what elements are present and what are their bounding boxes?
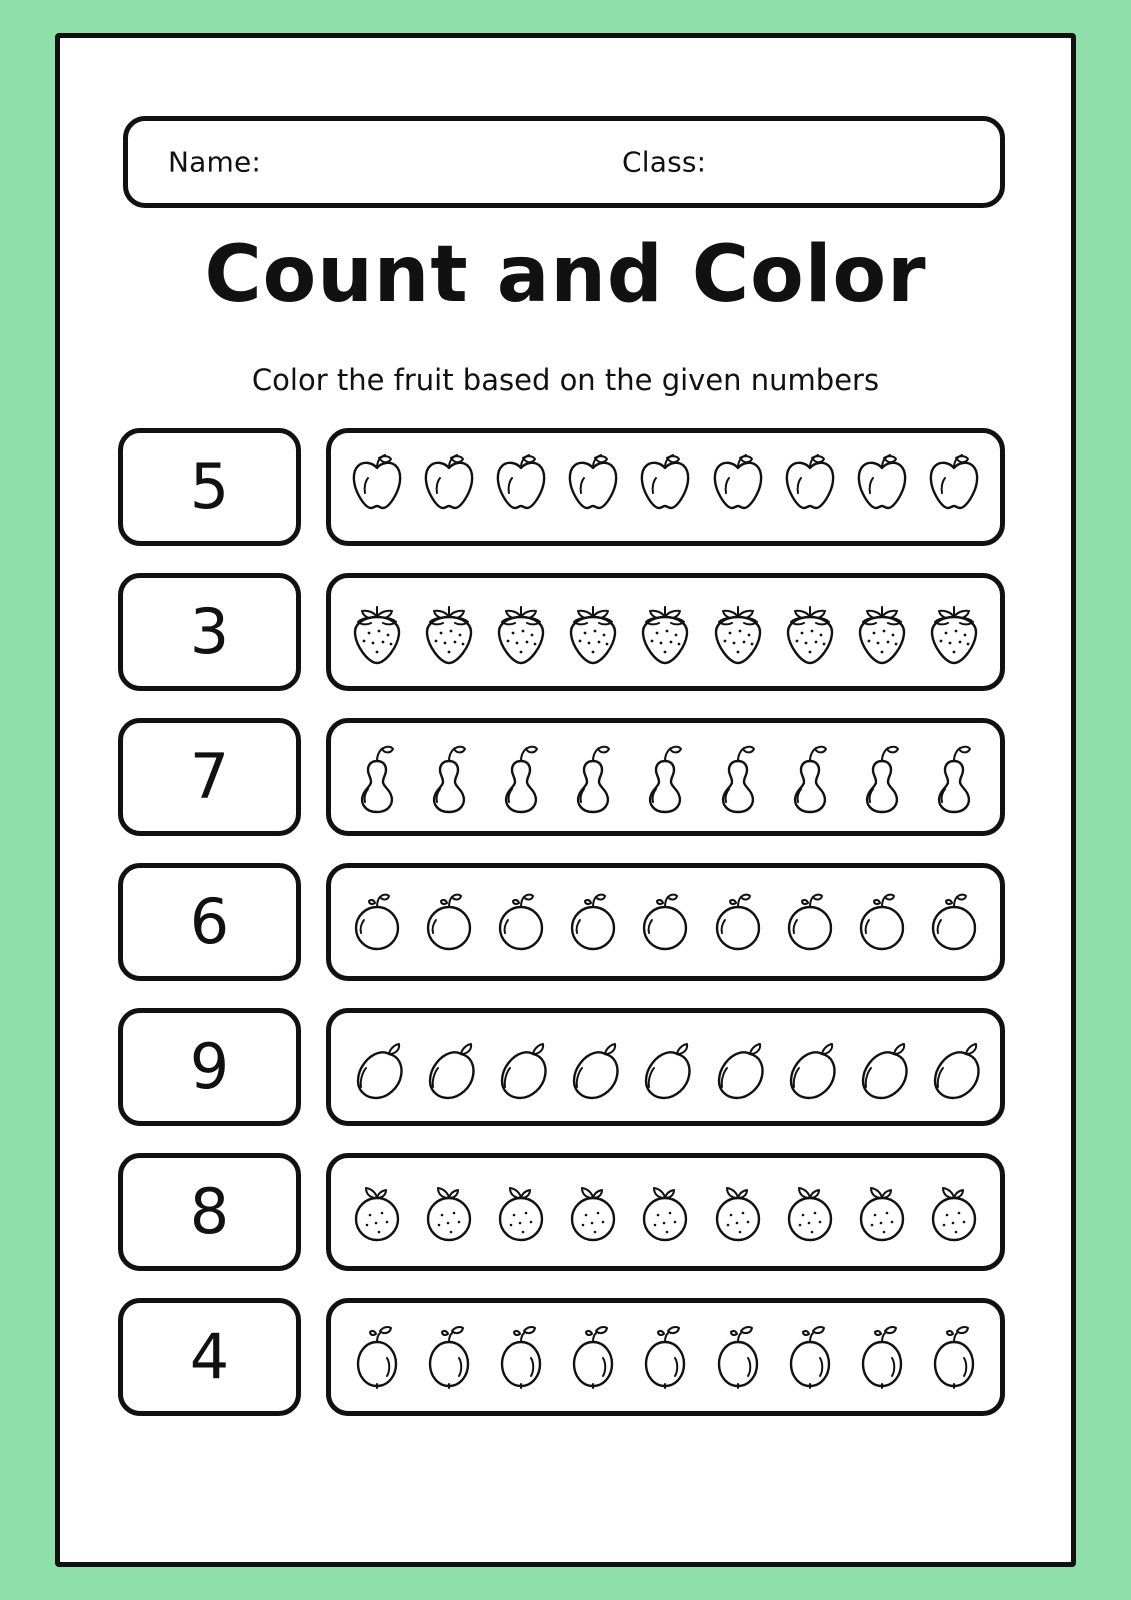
exercise-row — [60, 863, 1071, 981]
lemon-icon[interactable] — [418, 1318, 480, 1396]
strawberry-icon[interactable] — [634, 595, 696, 669]
apple-icon[interactable] — [923, 450, 985, 524]
apple-icon[interactable] — [562, 450, 624, 524]
pear-icon[interactable] — [490, 737, 552, 817]
pear-icon[interactable] — [707, 737, 769, 817]
fruit-row-mango[interactable] — [326, 1008, 1005, 1126]
lemon-icon[interactable] — [923, 1318, 985, 1396]
orange-icon[interactable] — [707, 1175, 769, 1249]
strawberry-icon[interactable] — [707, 595, 769, 669]
strawberry-icon[interactable] — [418, 595, 480, 669]
fruit-row-pear[interactable] — [326, 718, 1005, 836]
pear-icon[interactable] — [562, 737, 624, 817]
orange-icon[interactable] — [490, 1175, 552, 1249]
lemon-icon[interactable] — [634, 1318, 696, 1396]
pear-icon[interactable] — [346, 737, 408, 817]
pear-icon[interactable] — [634, 737, 696, 817]
fruit-row-strawberry[interactable] — [326, 573, 1005, 691]
strawberry-icon[interactable] — [562, 595, 624, 669]
plum-icon[interactable] — [779, 886, 841, 958]
strawberry-icon[interactable] — [779, 595, 841, 669]
apple-icon[interactable] — [707, 450, 769, 524]
exercise-row — [60, 718, 1071, 836]
orange-icon[interactable] — [562, 1175, 624, 1249]
exercise-row — [60, 573, 1071, 691]
plum-icon[interactable] — [707, 886, 769, 958]
exercise-row — [60, 428, 1071, 546]
name-label: Name: — [168, 145, 262, 179]
plum-icon[interactable] — [851, 886, 913, 958]
mango-icon[interactable] — [488, 1030, 554, 1104]
pear-icon[interactable] — [923, 737, 985, 817]
mango-icon[interactable] — [416, 1030, 482, 1104]
number-value: 6 — [189, 885, 230, 958]
lemon-icon[interactable] — [346, 1318, 408, 1396]
exercise-row — [60, 1153, 1071, 1271]
plum-icon[interactable] — [418, 886, 480, 958]
exercise-row — [60, 1008, 1071, 1126]
strawberry-icon[interactable] — [346, 595, 408, 669]
mango-icon[interactable] — [777, 1030, 843, 1104]
apple-icon[interactable] — [779, 450, 841, 524]
mango-icon[interactable] — [921, 1030, 987, 1104]
lemon-icon[interactable] — [851, 1318, 913, 1396]
strawberry-icon[interactable] — [851, 595, 913, 669]
pear-icon[interactable] — [851, 737, 913, 817]
apple-icon[interactable] — [634, 450, 696, 524]
mango-icon[interactable] — [560, 1030, 626, 1104]
orange-icon[interactable] — [346, 1175, 408, 1249]
number-box — [118, 1153, 301, 1271]
plum-icon[interactable] — [562, 886, 624, 958]
number-value: 3 — [189, 595, 230, 668]
exercise-row — [60, 1298, 1071, 1416]
number-box — [118, 718, 301, 836]
plum-icon[interactable] — [923, 886, 985, 958]
lemon-icon[interactable] — [779, 1318, 841, 1396]
fruit-row-apple[interactable] — [326, 428, 1005, 546]
number-value: 7 — [189, 740, 230, 813]
number-box — [118, 1298, 301, 1416]
lemon-icon[interactable] — [490, 1318, 552, 1396]
mango-icon[interactable] — [344, 1030, 410, 1104]
mango-icon[interactable] — [705, 1030, 771, 1104]
orange-icon[interactable] — [418, 1175, 480, 1249]
fruit-row-plum[interactable] — [326, 863, 1005, 981]
worksheet-page — [55, 33, 1076, 1567]
number-box — [118, 863, 301, 981]
apple-icon[interactable] — [418, 450, 480, 524]
class-label: Class: — [622, 145, 707, 179]
mango-icon[interactable] — [849, 1030, 915, 1104]
lemon-icon[interactable] — [707, 1318, 769, 1396]
number-box — [118, 428, 301, 546]
strawberry-icon[interactable] — [490, 595, 552, 669]
apple-icon[interactable] — [346, 450, 408, 524]
number-box — [118, 573, 301, 691]
plum-icon[interactable] — [634, 886, 696, 958]
apple-icon[interactable] — [851, 450, 913, 524]
lemon-icon[interactable] — [562, 1318, 624, 1396]
page-subtitle: Color the fruit based on the given numbers — [251, 363, 880, 397]
number-value: 8 — [189, 1175, 230, 1248]
orange-icon[interactable] — [779, 1175, 841, 1249]
orange-icon[interactable] — [634, 1175, 696, 1249]
fruit-row-orange[interactable] — [326, 1153, 1005, 1271]
apple-icon[interactable] — [490, 450, 552, 524]
fruit-row-lemon[interactable] — [326, 1298, 1005, 1416]
page-title: Count and Color — [204, 230, 927, 320]
orange-icon[interactable] — [923, 1175, 985, 1249]
number-box — [118, 1008, 301, 1126]
student-info-box — [123, 116, 1005, 208]
plum-icon[interactable] — [490, 886, 552, 958]
pear-icon[interactable] — [418, 737, 480, 817]
number-value: 9 — [189, 1030, 230, 1103]
strawberry-icon[interactable] — [923, 595, 985, 669]
number-value: 4 — [189, 1320, 230, 1393]
orange-icon[interactable] — [851, 1175, 913, 1249]
plum-icon[interactable] — [346, 886, 408, 958]
exercise-rows — [60, 428, 1071, 1443]
number-value: 5 — [189, 450, 230, 523]
pear-icon[interactable] — [779, 737, 841, 817]
mango-icon[interactable] — [632, 1030, 698, 1104]
